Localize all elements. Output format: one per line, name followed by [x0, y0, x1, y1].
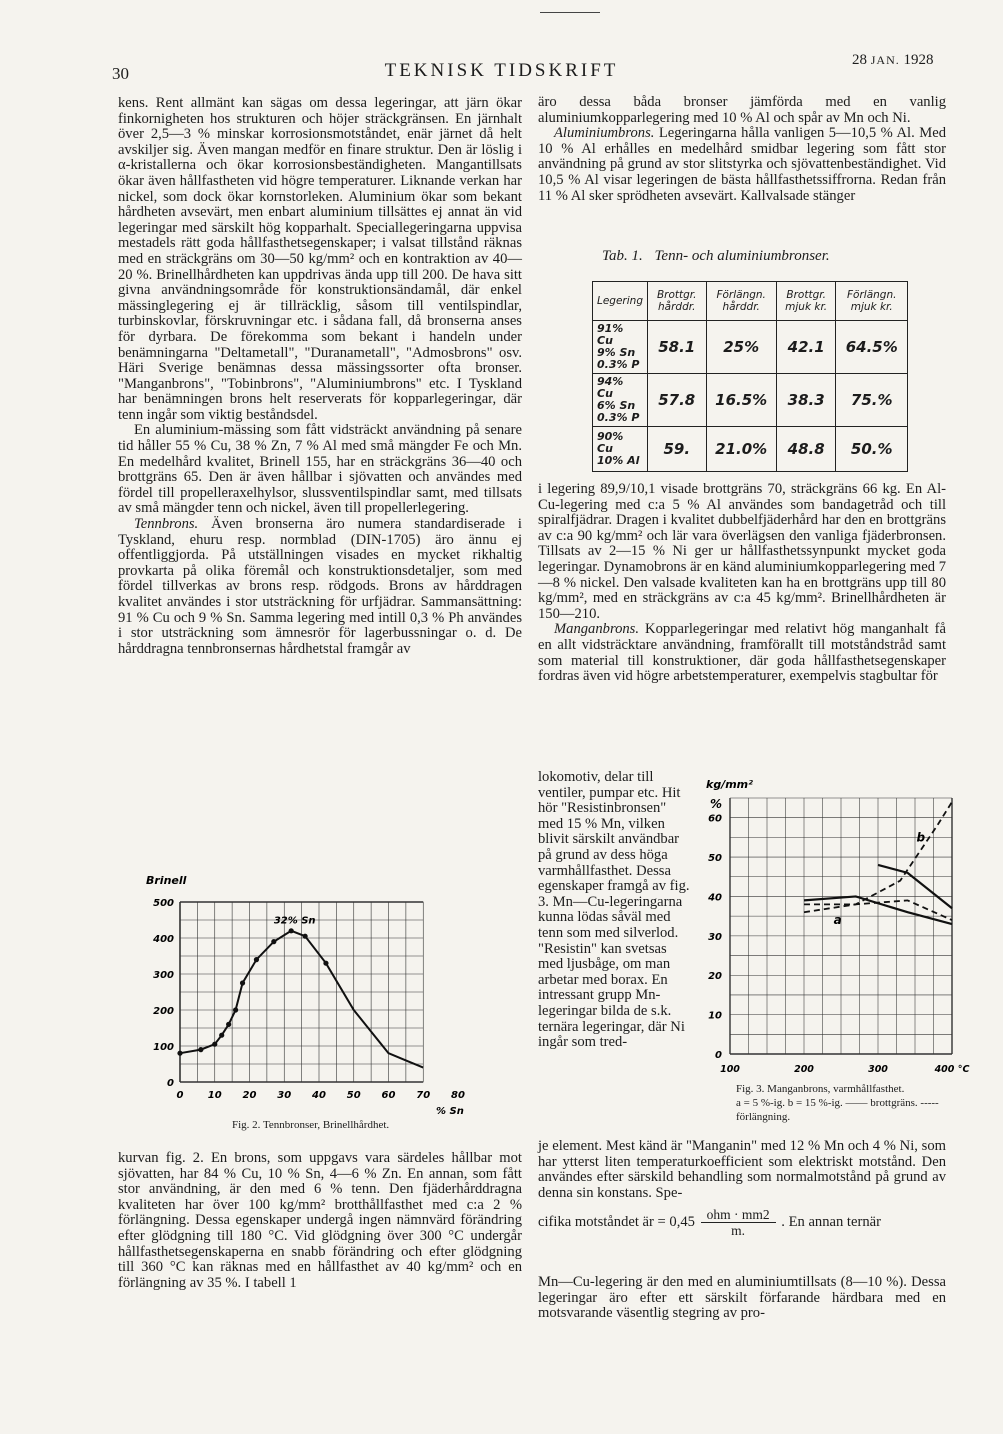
fig3-xtick-label: 100	[720, 1064, 740, 1075]
manganbrons-text: Kopparlegeringar med relativt hög manganhalt få en allt vidsträcktare användning, framförallt till motståndstråd samt som material till konstruktioner, där goda hållfasthetsegenskaper fordras även vid högre arbetstemperaturer, exempelvis stagbultar för	[538, 621, 946, 685]
fig3-label-a: a	[833, 913, 842, 928]
table-header-cell: Brottgr. mjuk kr.	[776, 282, 836, 321]
alloy-line: 0.3% P	[597, 411, 640, 424]
fig3-xtick-label: 200	[794, 1064, 814, 1075]
left-paragraph-3	[118, 517, 522, 657]
table-title: Tenn- och aluminiumbronser.	[654, 248, 830, 264]
fig3-chart	[700, 772, 970, 1084]
fig2-xlabel: % Sn	[436, 1106, 464, 1117]
alloy-table	[592, 281, 908, 472]
right-column-mid-text	[538, 482, 946, 685]
table-cell: 16.5%	[706, 374, 776, 427]
aluminiumbrons-text: Legeringarna hålla vanligen 5—10,5 % Al. Med 10 % Al erhålles en medelhård smidbar legering som fått stor användning på grund av stor slitstyrka och sjövattenbeständighet. Vid 10,5 % Al visar legeringen de bästa hållfasthetssiffrorna. Redan från 11 % Al sker sprödheten avsevärt. Kallvalsade stänger	[538, 125, 946, 204]
fig2-annotation: 32% Sn	[273, 915, 316, 927]
fig2-ytick-label: 500	[153, 898, 174, 909]
top-rule	[540, 12, 600, 13]
right-paragraph-side: lokomotiv, delar till ventiler, pumpar etc. Hit hör "Resistinbronsen" med 15 % Mn, vilken blivit särskilt användbar på grund av dess höga varmhållfasthet. Dessa egenskaper framgå av fig. 3. Mn—Cu-legeringarna kunna lödas såväl med tenn som med silverlod. "Resistin" kan svetsas med ljusbåge, om man arbetar med borax. En intressant grupp Mn-legeringar bilda de s.k. ternära legeringar, där Ni ingår som tred-	[538, 769, 690, 1051]
fig2-xtick-label: 0	[176, 1090, 184, 1101]
table-cell: 58.1	[648, 321, 707, 374]
tennbrons-text: Även bronserna äro numera standardiserade i Tyskland, ehuru resp. normblad (DIN-1705) äro ännu ej offentliggjorda. På utställningen visades en mycket rikhaltig provkarta på olika föremål och konstruktionsdetaljer, som med fördel tillverkas av brons resp. rödgods. Brons av hårddragen kvalitet användes i stor utsträckning för urfjädrar. Sammansättning: 91 % Cu och 9 % Sn. Samma legering med intill 0,3 % Ph användes i stor utsträckning som ämnesrör för lagerbussningar o. d. De hårddragna tennbronsernas hårdhetstal framgår av	[118, 516, 522, 657]
table-header-cell: Förlängn. mjuk kr.	[836, 282, 908, 321]
fig2-chart	[140, 866, 480, 1122]
left-column-text	[118, 96, 522, 657]
fig2-data-point	[233, 1007, 238, 1012]
formula-prefix: cifika motståndet är = 0,45	[538, 1214, 695, 1231]
table-cell: 48.8	[776, 427, 836, 472]
fig2-data-point	[289, 928, 294, 933]
fig3-ytick-label: 20	[708, 971, 722, 983]
fig2-xtick-label: 30	[277, 1090, 292, 1101]
fig2-ytick-label: 200	[153, 1006, 174, 1017]
table-cell: 57.8	[648, 374, 707, 427]
date-day: 28	[852, 52, 867, 68]
fig2-caption: Fig. 2. Tennbronser, Brinellhårdhet.	[232, 1119, 390, 1131]
table-alloy-cell	[593, 321, 648, 374]
right-paragraph-3: i legering 89,9/10,1 visade brottgräns 70, sträckgräns 66 kg. En Al-Cu-legering med c:a 5 % Al användes som bandagetråd och till spiralfjädrar. Dragen i kvalitet dubbelfjäderhård har den en brottgräns av c:a 90 kg/mm² och lär vara överlägsen den vanliga fjäderbronsen. Tillsats av 2—15 % Ni ger ur hållfasthetssynpunkt mycket goda legeringar. Dynamobrons är en känd aluminiumkopparlegering med 7—8 % nickel. Den valsade kvaliteten kan ha en brottgräns upp till 80 kg/mm², med en sträckgräns av c:a 45 kg/mm². Brinellhårdheten är 150—210.	[538, 481, 946, 622]
fig2-data-point	[254, 957, 259, 962]
aluminiumbrons-heading: Aluminiumbrons.	[554, 125, 655, 142]
right-paragraph-4	[538, 622, 946, 684]
fig2-xtick-label: 20	[242, 1090, 257, 1101]
manganbrons-heading: Manganbrons.	[554, 621, 639, 638]
table-cell: 59.	[648, 427, 707, 472]
table-row	[593, 374, 908, 427]
fig2-data-point	[303, 934, 308, 939]
left-paragraph-4: kurvan fig. 2. En brons, som uppgavs vara särdeles hållbar mot sjövatten, har 84 % Cu, 10 % Sn, 4—6 % Zn. En annan, som fått stor användning, är den med 6 % tenn. Den fjäderhårddragna kvaliteten har över 100 kg/mm² brotthållfasthet med c:a 2 % förlängning. Dessa egenskaper undergå ingen nämnvärd förändring efter glödgning till 180 °C. Vid glödgning över 300 °C undergår hållfasthetsegenskaperna en snabb förändring och efter glödgning till 360 °C kan räknas med en hållfasthet av 40 kg/mm² och en förlängning av 35 %. I tabell 1	[118, 1150, 522, 1291]
fig3-ytick-label: 50	[708, 853, 722, 865]
alloy-line: 9% Sn	[597, 346, 636, 359]
fig2-data-point	[271, 939, 276, 944]
fig3-ytick-label: 40	[708, 892, 722, 904]
fig3-xtick-label: 400 °C	[934, 1064, 970, 1075]
table-cell: 42.1	[776, 321, 836, 374]
table-header-row	[593, 282, 908, 321]
fig2-ylabel: Brinell	[146, 874, 187, 887]
fig3-ylabel-kg: kg/mm²	[706, 778, 753, 791]
table-cell: 21.0%	[706, 427, 776, 472]
alloy-line: 90% Cu	[597, 430, 624, 455]
fig2-ytick-label: 400	[153, 934, 174, 945]
alloy-line: 10% Al	[597, 454, 640, 467]
table-cell: 75.%	[836, 374, 908, 427]
formula-line	[538, 1207, 946, 1238]
fig3-ytick-label: 60	[708, 813, 722, 825]
date-year: 1928	[903, 52, 934, 68]
fig2-xtick-label: 40	[312, 1090, 326, 1101]
fig3-ytick-label: 0	[715, 1050, 722, 1061]
left-column-bottom-text	[118, 1151, 522, 1291]
right-column-text	[538, 95, 946, 204]
table-header-cell: Legering	[593, 282, 648, 321]
fig2-xtick-label: 70	[416, 1090, 431, 1101]
left-paragraph-2: En aluminium-mässing som fått vidsträckt användning på senare tid håller 55 % Cu, 38 % Zn, 7 % Al med små mängder Fe och Mn. En medelhård kvalitet, Brinell 155, har en sträckgräns 36—40 och brottgräns 65. Den är även hållbar i sjövatten och användes med fördel till propelleraxelhylsor, slussventilspindlar samt, med tillsats av små mängder tenn och nickel, även till propellerlegering.	[118, 422, 522, 517]
fig3-caption	[736, 1082, 950, 1124]
fig2-data-point	[226, 1022, 231, 1027]
fig3-ticks	[707, 814, 969, 1075]
table-row	[593, 321, 908, 374]
fig3-ylabel-pct: %	[710, 797, 723, 811]
table-alloy-cell	[593, 427, 648, 472]
fig2-xtick-label: 10	[207, 1090, 222, 1101]
issue-date	[852, 52, 934, 69]
table-cell: 38.3	[776, 374, 836, 427]
alloy-line: 91% Cu	[597, 322, 624, 347]
page-number: 30	[112, 64, 129, 83]
fig3-ytick-label: 10	[708, 1010, 722, 1022]
right-paragraph-6: Mn—Cu-legering är den med en aluminiumtillsats (8—10 %). Dessa legeringar äro efter ett särskilt förfarande härdbara med en motsvarande väsentlig stegring av pro-	[538, 1274, 946, 1322]
tennbrons-heading: Tennbrons.	[134, 516, 199, 533]
right-column-side-text	[538, 770, 694, 1051]
table-cell: 25%	[706, 321, 776, 374]
right-column-bottom-text	[538, 1139, 946, 1238]
fig3-ytick-label: 30	[708, 931, 722, 943]
table-label: Tab. 1.	[602, 248, 643, 264]
alloy-line: 0.3% P	[597, 358, 640, 371]
right-paragraph-5: je element. Mest känd är "Manganin" med 12 % Mn och 4 % Ni, som har ytterst liten temperaturkoefficient som elektriskt motstånd. Den användes efter särskild behandling som normalmotstånd på grund av denna sin konstans. Spe-	[538, 1138, 946, 1201]
formula-fraction	[701, 1207, 776, 1238]
fig2-data-point	[212, 1042, 217, 1047]
table-cell: 50.%	[836, 427, 908, 472]
fig2-ytick-label: 300	[153, 970, 174, 981]
journal-title: TEKNISK TIDSKRIFT	[384, 60, 619, 81]
formula-suffix: . En annan ternär	[781, 1214, 881, 1231]
table-header-cell: Brottgr. hårddr.	[648, 282, 707, 321]
fig3-xtick-label: 300	[868, 1064, 888, 1075]
fig2-grid	[180, 902, 423, 1082]
formula-numerator: ohm · mm2	[701, 1207, 776, 1223]
fig2-ticks	[152, 898, 465, 1101]
date-month: JAN.	[870, 53, 900, 67]
table-header-cell: Förlängn. hårddr.	[706, 282, 776, 321]
table-alloy-cell	[593, 374, 648, 427]
fig2-data-point	[240, 980, 245, 985]
alloy-line: 6% Sn	[597, 399, 636, 412]
fig3-caption-legend: a = 5 %-ig. b = 15 %-ig. —— brottgräns. ----- förlängning.	[736, 1097, 939, 1123]
table-cell: 64.5%	[836, 321, 908, 374]
table-caption	[602, 248, 830, 265]
fig2-data-point	[177, 1051, 182, 1056]
fig2-marks	[177, 928, 423, 1067]
fig2-data-point	[198, 1047, 203, 1052]
fig2-ytick-label: 100	[153, 1042, 174, 1053]
alloy-line: 94% Cu	[597, 375, 624, 400]
fig3-label-b: b	[916, 830, 926, 845]
fig2-data-point	[219, 1033, 224, 1038]
table-row	[593, 427, 908, 472]
fig2-xtick-label: 80	[451, 1090, 465, 1101]
right-paragraph-1: äro dessa båda bronser jämförda med en vanlig aluminiumkopparlegering med 10 % Al och spår av Mn och Ni.	[538, 94, 946, 126]
formula-denominator: m.	[731, 1223, 746, 1239]
right-paragraph-2	[538, 126, 946, 204]
fig3-caption-title: Fig. 3. Manganbrons, varmhållfasthet.	[736, 1083, 905, 1095]
fig2-data-point	[323, 961, 328, 966]
fig2-xtick-label: 60	[381, 1090, 396, 1101]
right-column-last-text	[538, 1275, 946, 1322]
fig2-ytick-label: 0	[167, 1078, 174, 1089]
fig2-xtick-label: 50	[346, 1090, 361, 1101]
left-paragraph-1: kens. Rent allmänt kan sägas om dessa legeringar, att järn ökar finkornigheten hos strukturen och höjer sträckgränsen. En järnhalt över 2,5—3 % minskar korrosionsmotståndet, enär järnet då helt avskiljer sig. Även mangan medför en finare struktur. Den är löslig i α-kristallerna och ökar korrosionsbeständigheten. Mangantillsats ökar även hållfastheten vid högre temperaturer. Liknande verkan har nickel, som dock ökar kornstorleken. Aluminium ökar som bekant hårdheten avsevärt, men enbart aluminium tillsättes ej annat än vid legeringar med särskilt hög kopparhalt. Speciallegeringarna uppvisa mestadels rätt goda hållfasthetsegenskaper; i valsat tillstånd räknas med en sträckgräns om 30—50 kg/mm² och en kontraktion av 40—20 %. Brinellhårdheten kan uppdrivas ända upp till 200. De hava sitt givna användningsområde för konstruktionsändamål, där enkel mässinglegering ej är tillräcklig, såsom till ventilspindlar, turbinskovlar, förskruvningar etc. i sådana fall, då bronserna anses för dyrbara. De förekomma som bekant i handeln under benämningarna "Deltametall", "Duranametall", "Admosbrons" osv. Häri Sverige benämnas dessa mässingssorter ofta bronser. "Manganbrons", "Tobinbrons", "Aluminiumbrons" etc. I Tyskland har benämningen brons helt reserverats för kopparlegeringar, där tenn ingår som viktig beståndsdel.	[118, 95, 522, 423]
